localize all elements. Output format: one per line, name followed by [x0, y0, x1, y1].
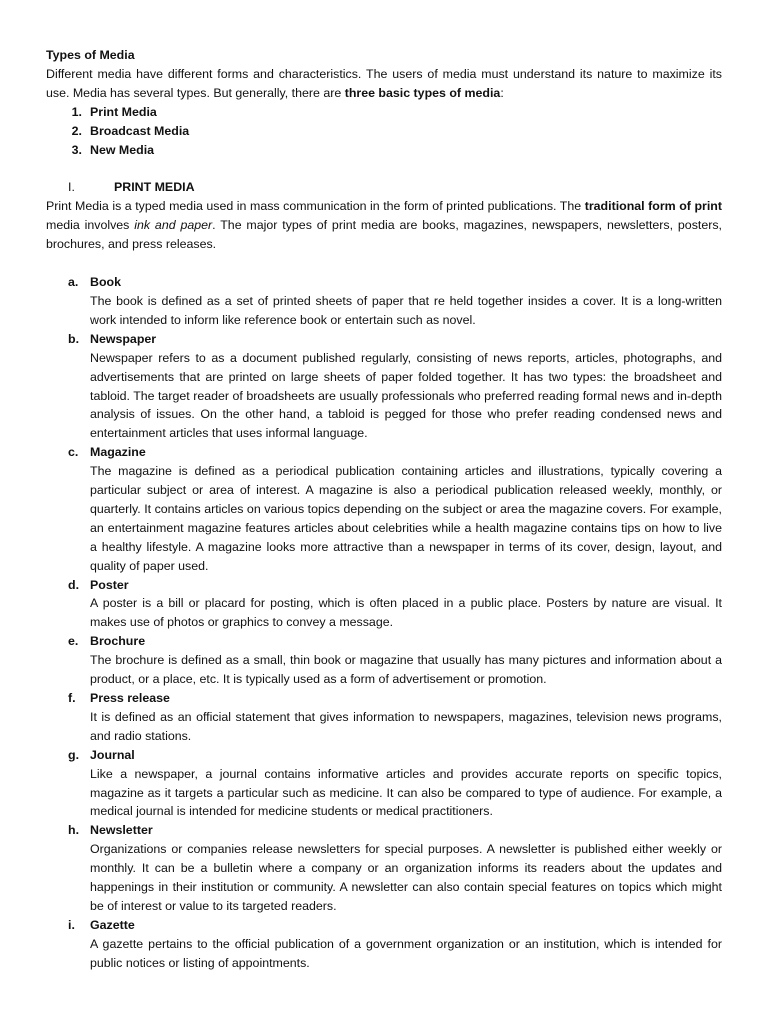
spacer [46, 254, 722, 273]
print-media-types-list [46, 273, 722, 973]
list-marker: 1. [71, 104, 82, 119]
item-text: Like a newspaper, a journal contains informative articles and provides accurate reports on specific topics, magazine as it targets a particular such as medicine. It can also be compared to type of audience. For example, a medical journal is intended for medicine students or medical practitioners. [90, 766, 722, 819]
item-heading: Press release [90, 691, 170, 705]
list-label: Print Media [90, 104, 157, 119]
list-item-press-release [46, 689, 722, 746]
item-letter: a. [68, 275, 79, 290]
item-letter: f. [68, 691, 76, 705]
item-letter: g. [68, 747, 80, 762]
intro-colon: : [500, 85, 504, 100]
list-item-newsletter [46, 821, 722, 916]
item-text: The book is defined as a set of printed sheets of paper that re held together insides a cover. It is a long-written work intended to inform like reference book or entertain such as novel. [90, 293, 722, 327]
list-item-brochure [46, 632, 722, 689]
list-item-poster [46, 576, 722, 633]
item-heading: Newspaper [90, 331, 157, 346]
document-title: Types of Media [46, 48, 135, 62]
item-text: Newspaper refers to as a document published regularly, consisting of news reports, articles, photographs, and advertisements that are printed on large sheets of paper folded together. It has two types: the broadsheet and tabloid. The target reader of broadsheets are usually professionals who preferred reading formal news and in-depth analysis of issues. On the other hand, a tabloid is pegged for those who prefer reading condensed news and entertainment articles that uses informal language. [90, 350, 722, 441]
list-item [46, 122, 722, 141]
section-text-1: Print Media is a typed media used in mass communication in the form of printed publications. The [46, 199, 585, 214]
section-text-3: . The major types of print media are books, magazines, newspapers, newsletters, posters, brochures, and press releases. [46, 218, 722, 252]
list-marker: 2. [71, 123, 82, 138]
intro-bold: three basic types of media [344, 85, 501, 100]
item-heading: Newsletter [90, 823, 153, 838]
list-item-gazette [46, 916, 722, 973]
list-label: New Media [90, 142, 155, 157]
item-letter: e. [68, 634, 79, 649]
item-text: It is defined as an official statement that gives information to newspapers, magazines, television news programs, and radio stations. [90, 709, 722, 743]
item-letter: b. [68, 331, 80, 346]
section-bold: traditional form of print [584, 199, 723, 214]
list-label: Broadcast Media [90, 123, 190, 138]
item-heading: Gazette [90, 917, 135, 932]
item-heading: Journal [90, 747, 135, 762]
section-italic: ink and paper [134, 218, 213, 233]
item-heading: Brochure [90, 634, 146, 649]
item-heading: Poster [90, 577, 129, 592]
list-item [46, 141, 722, 160]
section-title: PRINT MEDIA [114, 180, 195, 195]
section-text-2: media involves [46, 218, 135, 233]
item-text: The brochure is defined as a small, thin book or magazine that usually has many pictures and information about a product, or a place, etc. It is typically used as a form of advertisement or promotion. [90, 653, 722, 687]
list-item-book [46, 273, 722, 330]
item-letter: h. [68, 823, 80, 838]
item-text: Organizations or companies release newsletters for special purposes. A newsletter is published either weekly or monthly. It can be a bulletin where a company or an organization informs its readers about the updates and happenings in their institution or community. A newsletter can also contain special features on topics which might be of interest or value to its targeted readers. [90, 842, 722, 913]
section-paragraph [46, 197, 722, 254]
list-item-newspaper [46, 330, 722, 443]
item-letter: i. [68, 917, 75, 932]
intro-paragraph [46, 65, 722, 103]
item-text: The magazine is defined as a periodical publication containing articles and illustrations, typically covering a particular subject or area of interest. A magazine is also a periodical publication released weekly, monthly, or quarterly. It contains articles on various topics depending on the subject or area the magazine covers. For example, an entertainment magazine features articles about celebrities while a health magazine contains tips on how to live a healthy lifestyle. A magazine looks more attractive than a newspaper in terms of its cover, design, layout, and quality of paper used. [90, 464, 722, 573]
intro-text: Different media have different forms and characteristics. The users of media must understand its nature to maximize its use. Media has several types. But generally, there are [46, 66, 722, 100]
item-text: A gazette pertains to the official publication of a government organization or an institution, which is intended for public notices or listing of appointments. [90, 936, 722, 970]
item-heading: Magazine [90, 445, 146, 460]
list-item-journal [46, 746, 722, 822]
section-number: I. [68, 180, 75, 195]
list-item [46, 103, 722, 122]
list-item-magazine [46, 443, 722, 575]
section-heading [68, 178, 722, 197]
basic-types-list [46, 103, 722, 160]
item-heading: Book [90, 275, 121, 290]
item-text: A poster is a bill or placard for posting, which is often placed in a public place. Posters by nature are visual. It makes use of photos or graphics to convey a message. [90, 596, 722, 630]
item-letter: d. [68, 577, 80, 592]
list-marker: 3. [71, 142, 82, 157]
spacer [46, 159, 722, 178]
item-letter: c. [68, 445, 79, 460]
